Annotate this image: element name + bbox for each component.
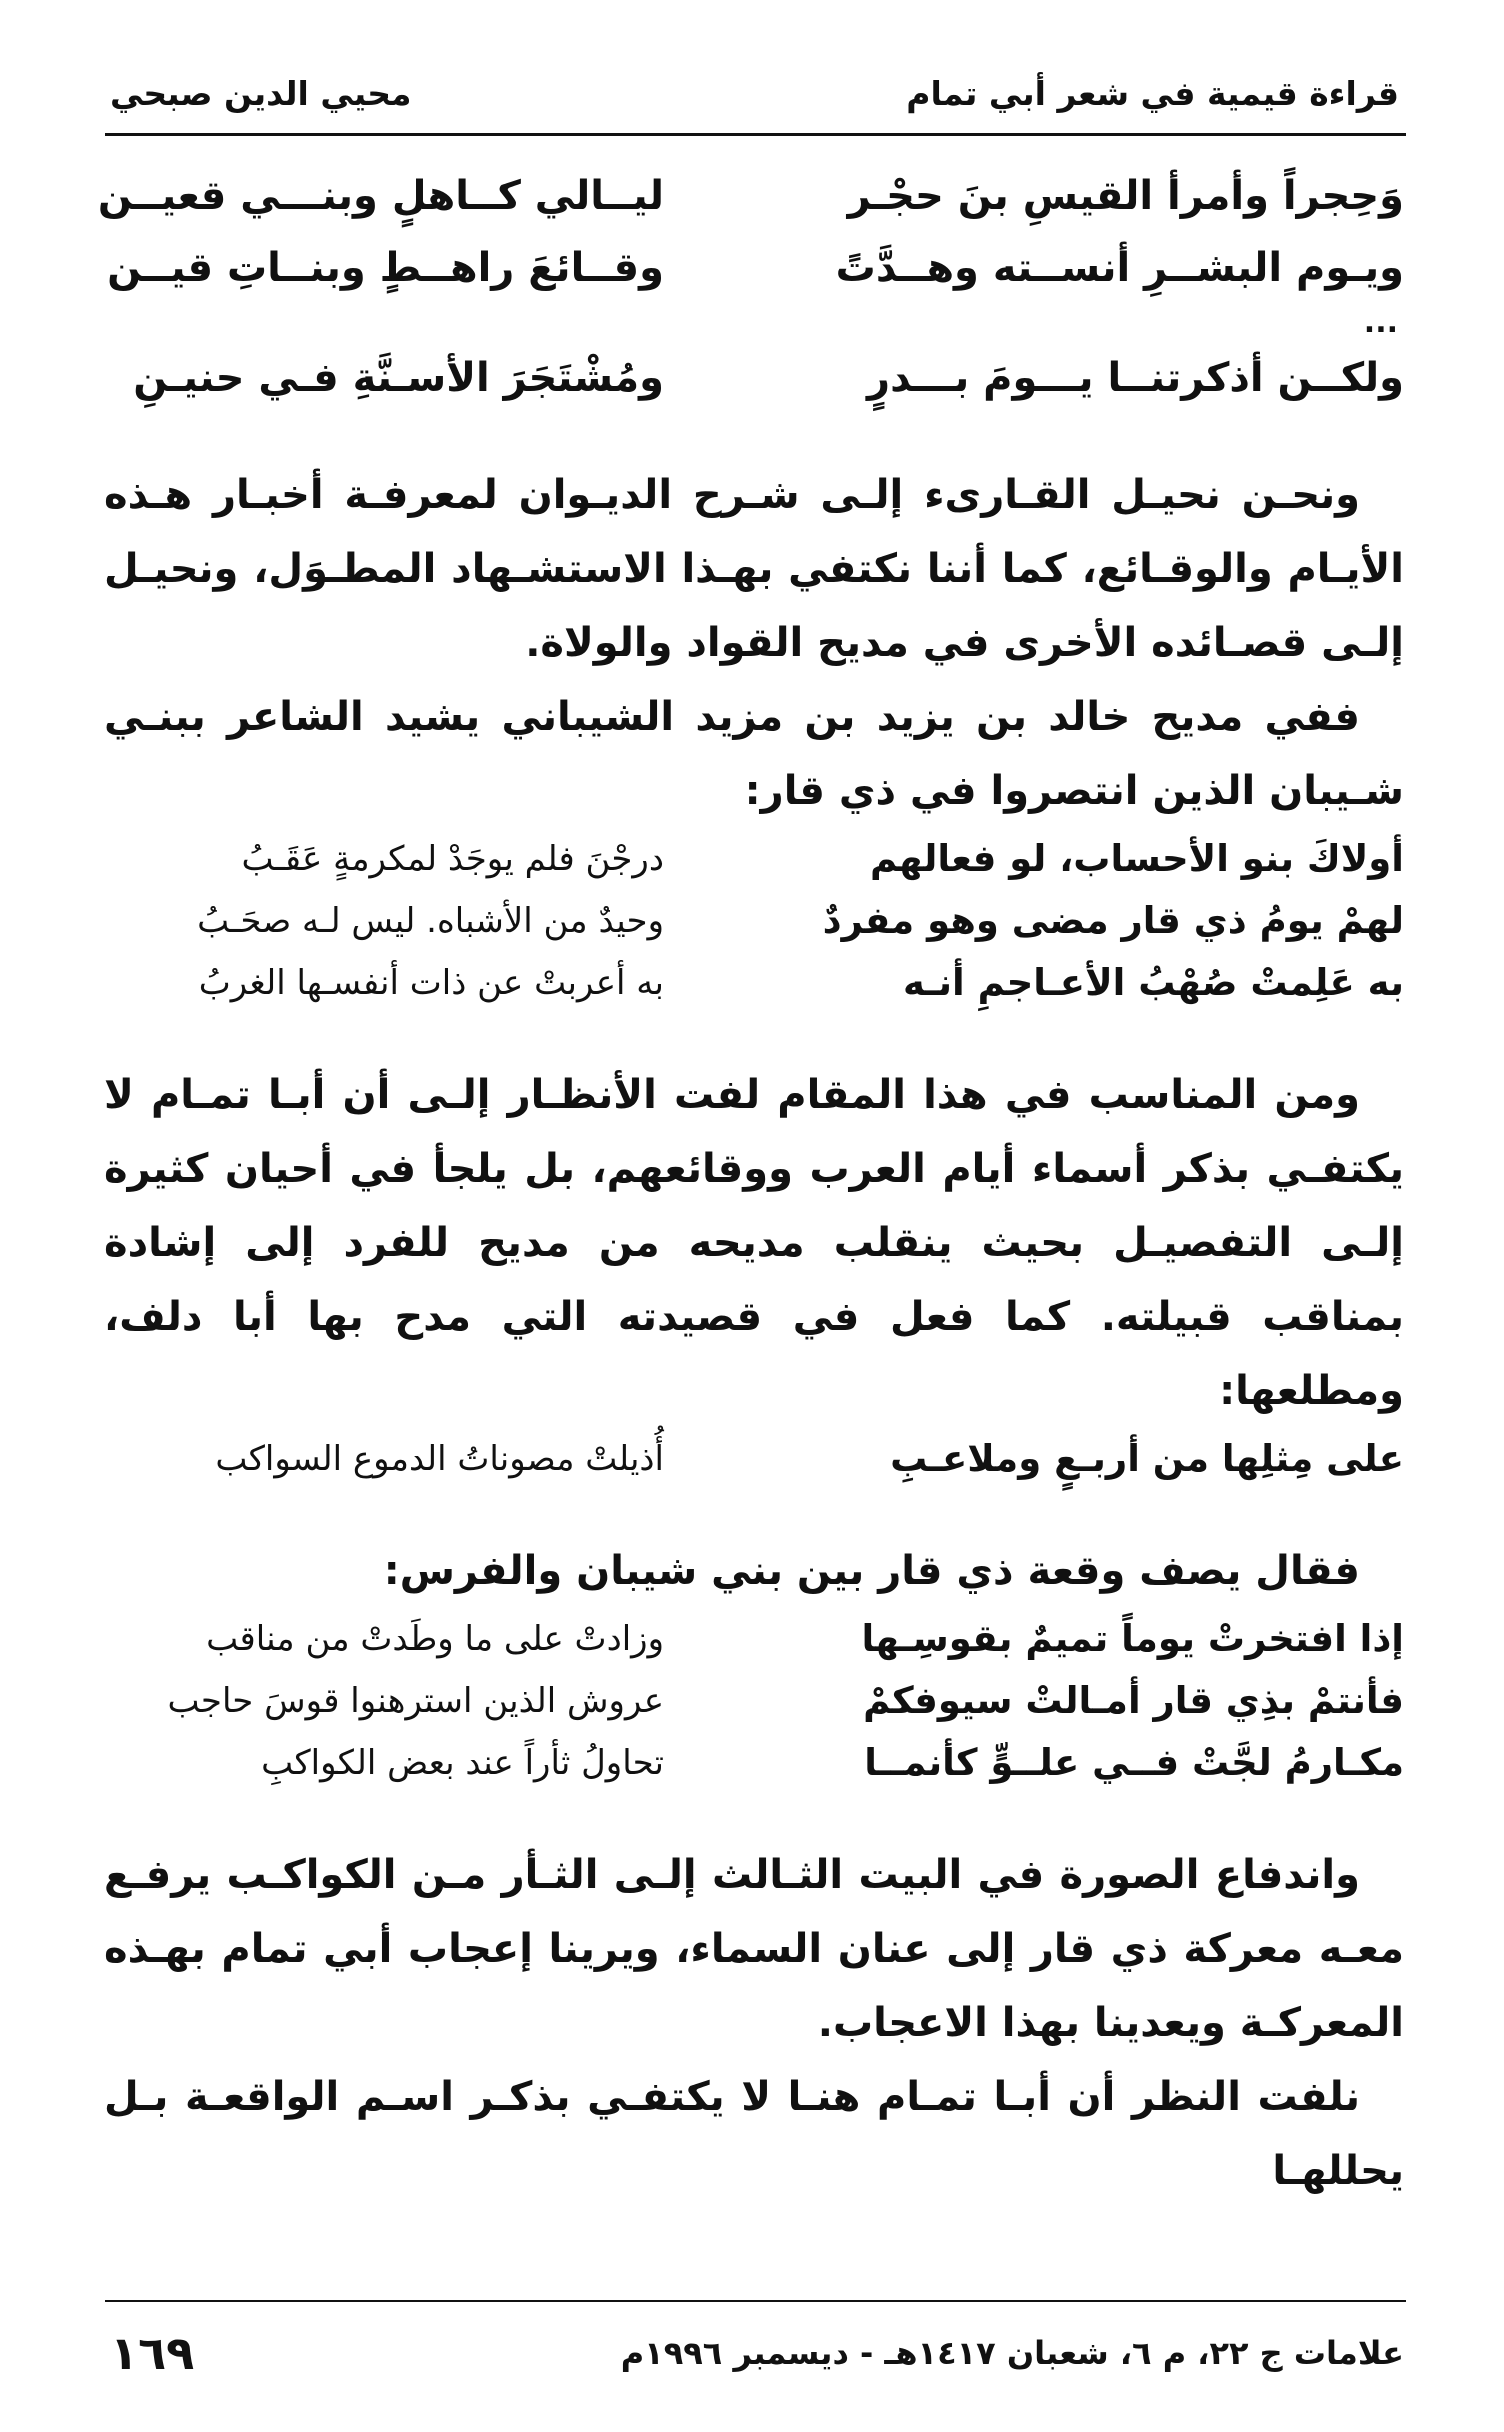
footer-rule: [105, 2300, 1406, 2302]
verse-first-hemistich: فأنتمْ بذِي قار أمـالتْ سيوفكمْ: [863, 1679, 1404, 1722]
paragraph-text: ومن المناسب في هذا المقام لفت الأنظـار إلـى أن أبـا تمـام لا يكتفـي بذكر أسماء أيام العرب ووقائعهم، بل يلجأ في أحيان كثيرة إلـى التفصيـل بحيث ينقلب مديحه من مديح للفرد إلى إشادة بمناقب قبيلته. كما فعل في قصيدته التي مدح بها أبا دلف، ومطلعها:: [104, 1072, 1404, 1414]
paragraph-text: ونحـن نحيـل القـارىء إلـى شـرح الديـوان لمعرفـة أخبـار هـذه الأيـام والوقـائع، كما أننا نكتفي بهـذا الاستشـهاد المطـوَل، ونحيـل إلـى قصـائده الأخرى في مديح القواد والولاة.: [104, 472, 1404, 666]
header-title: قراءة قيمية في شعر أبي تمام: [906, 73, 1399, 113]
verse-second-hemistich: عروش الذين استرهنوا قوسَ حاجب: [167, 1681, 664, 1721]
spacer: [104, 1014, 1404, 1058]
paragraph-text: فقال يصف وقعة ذي قار بين بني شيبان والفرس:: [383, 1548, 1360, 1594]
verse-first-hemistich: ولكــن أذكرتنــا يـــومَ بـــدرٍ: [867, 355, 1404, 401]
verse-first-hemistich: لهمْ يومُ ذي قار مضى وهو مفردٌ: [822, 899, 1404, 942]
journal-citation: علامات ج ٢٢، م ٦، شعبان ١٤١٧هـ - ديسمبر ١٩٩٦م: [620, 2334, 1404, 2372]
page-body: [97, 160, 1404, 2208]
spacer: [104, 1490, 1404, 1534]
header-rule: [105, 133, 1406, 136]
verse-line: [104, 952, 1404, 1014]
running-footer: [110, 2318, 1404, 2388]
verse-first-hemistich: به عَلِمتْ صُهْبُ الأعـاجمِ أنـه: [903, 961, 1404, 1004]
verse-line: [104, 342, 1404, 414]
header-author: محيي الدين صبحي: [110, 73, 412, 113]
verse-line: [104, 1428, 1404, 1490]
verse-line: [104, 1670, 1404, 1732]
verse-line: [97, 160, 1404, 232]
verse-second-hemistich: به أعربتْ عن ذات أنفسـها الغربُ: [198, 963, 664, 1003]
spacer: [104, 1794, 1404, 1838]
paragraph: [104, 1838, 1404, 2060]
verse-second-hemistich: وحيدٌ من الأشباه. ليس لـه صحَـبُ: [197, 901, 664, 941]
verse-line: [104, 232, 1404, 304]
verse-line: [104, 1608, 1404, 1670]
verse-second-hemistich: وقــائعَ راهــطٍ وبنــاتِ قيــن: [107, 245, 664, 291]
verse-line: [104, 1732, 1404, 1794]
paragraph: [104, 1058, 1404, 1428]
verse-first-hemistich: مكـارمُ لجَّتْ فــي علــوٍّ كأنمــا: [864, 1741, 1404, 1784]
paragraph: [104, 2060, 1404, 2208]
verse-second-hemistich: ليــالي كــاهلٍ وبنـــي قعيــن: [97, 173, 664, 219]
paragraph-text: واندفاع الصورة في البيت الثـالث إلـى الثـأر مـن الكواكـب يرفـع معـه معركة ذي قار إلى عنان السماء، ويرينا إعجاب أبي تمام بهـذه المعركـة ويعدينا بهذا الاعجاب.: [104, 1852, 1404, 2046]
verse-second-hemistich: وزادتْ على ما وطَدتْ من مناقب: [206, 1619, 664, 1659]
verse-second-hemistich: درجْنَ فلم يوجَدْ لمكرمةٍ عَقَـبُ: [241, 839, 664, 879]
verse-first-hemistich: إذا افتخرتْ يوماً تميمٌ بقوسِـها: [861, 1617, 1404, 1660]
paragraph: [104, 458, 1404, 680]
paragraph: [104, 1534, 1404, 1608]
running-header: [110, 58, 1399, 128]
page-number: ١٦٩: [110, 2326, 195, 2380]
verse-first-hemistich: ويـوم البشــرِ أنســته وهــدَّتً: [835, 245, 1404, 291]
paragraph-text: نلفت النظر أن أبـا تمـام هنـا لا يكتفـي بذكـر اسـم الواقعـة بـل يحللهـا: [104, 2074, 1404, 2194]
verse-second-hemistich: تحاولُ ثأراً عند بعض الكواكبِ: [261, 1743, 664, 1783]
paragraph: [104, 680, 1404, 828]
verse-line: [104, 828, 1404, 890]
spacer: [104, 414, 1404, 458]
verse-first-hemistich: وَحِجراً وأمرأ القيسِ بنَ حجْـر: [847, 173, 1404, 219]
paragraph-text: ففي مديح خالد بن يزيد بن مزيد الشيباني يشيد الشاعر ببنـي شـيبان الذين انتصروا في ذي قار:: [104, 694, 1404, 814]
verse-first-hemistich: على مِثلِها من أربـعٍ وملاعـبِ: [890, 1437, 1404, 1480]
verse-first-hemistich: أولاكَ بنو الأحساب، لو فعالهم: [870, 837, 1404, 880]
omission-dots: ...: [1363, 305, 1398, 340]
verse-second-hemistich: أُذيلتْ مصوناتُ الدموع السواكب: [215, 1439, 664, 1479]
verse-second-hemistich: ومُشْتَجَرَ الأسـنَّةِ فـي حنيـنِ: [133, 355, 664, 401]
verse-line: [104, 890, 1404, 952]
